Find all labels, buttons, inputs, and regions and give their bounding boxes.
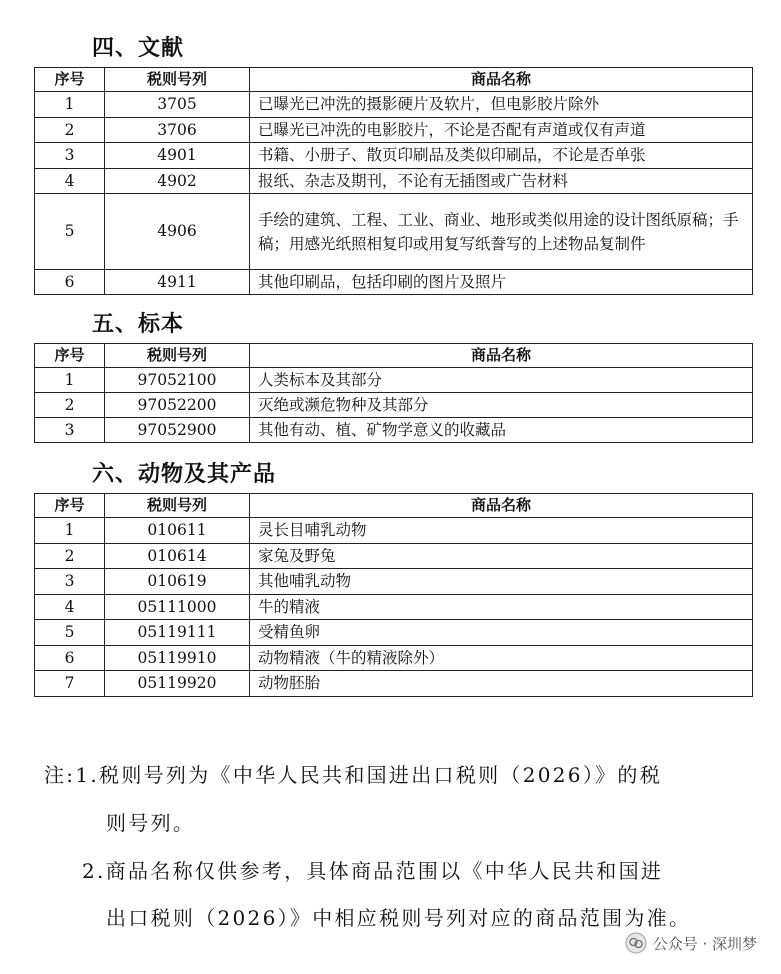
table-row <box>35 143 753 169</box>
table-row <box>35 646 753 671</box>
tariff-code-cell: 05119111 <box>105 620 250 646</box>
table-row <box>35 544 753 569</box>
table-header-row <box>35 344 753 368</box>
note-2-line-2: 出口税则（2026）》中相应税则号列对应的商品范围为准。 <box>106 906 692 930</box>
header-goods-name: 商品名称 <box>250 494 753 518</box>
header-goods-name: 商品名称 <box>250 68 753 92</box>
serial-no-cell: 5 <box>35 194 105 270</box>
serial-no-cell: 4 <box>35 169 105 194</box>
tariff-code-cell: 010614 <box>105 544 250 569</box>
note-2-line-1: 2.商品名称仅供参考，具体商品范围以《中华人民共和国进 <box>82 859 664 883</box>
specimens-table <box>34 343 753 443</box>
goods-name-cell: 家兔及野兔 <box>250 544 753 569</box>
watermark-text: 公众号 · 深圳梦 <box>652 934 757 953</box>
goods-name-cell: 手绘的建筑、工程、工业、商业、地形或类似用途的设计图纸原稿；手稿；用感光纸照相复印或用复写纸誊写的上述物品复制件 <box>250 194 753 270</box>
serial-no-cell: 2 <box>35 544 105 569</box>
serial-no-cell: 3 <box>35 143 105 169</box>
tariff-code-cell: 3705 <box>105 92 250 118</box>
serial-no-cell: 6 <box>35 270 105 295</box>
table-header-row <box>35 68 753 92</box>
serial-no-cell: 2 <box>35 118 105 143</box>
header-tariff-code: 税则号列 <box>105 344 250 368</box>
header-serial-no: 序号 <box>35 494 105 518</box>
table-row <box>35 368 753 393</box>
goods-name-cell: 已曝光已冲洗的电影胶片，不论是否配有声道或仅有声道 <box>250 118 753 143</box>
serial-no-cell: 6 <box>35 646 105 671</box>
serial-no-cell: 3 <box>35 418 105 443</box>
header-serial-no: 序号 <box>35 68 105 92</box>
table-row <box>35 595 753 620</box>
tariff-code-cell: 010611 <box>105 518 250 544</box>
goods-name-cell: 报纸、杂志及期刊，不论有无插图或广告材料 <box>250 169 753 194</box>
table-row <box>35 620 753 646</box>
animals-table <box>34 493 753 697</box>
table-row <box>35 194 753 270</box>
tariff-code-cell: 4911 <box>105 270 250 295</box>
tariff-code-cell: 05119910 <box>105 646 250 671</box>
tariff-code-cell: 4906 <box>105 194 250 270</box>
tariff-code-cell: 97052900 <box>105 418 250 443</box>
literature-table <box>34 67 753 295</box>
serial-no-cell: 1 <box>35 518 105 544</box>
goods-name-cell: 受精鱼卵 <box>250 620 753 646</box>
table-row <box>35 569 753 595</box>
serial-no-cell: 7 <box>35 671 105 697</box>
goods-name-cell: 动物胚胎 <box>250 671 753 697</box>
tariff-code-cell: 97052200 <box>105 393 250 418</box>
table-row <box>35 92 753 118</box>
note-1-line-2: 则号列。 <box>106 811 196 835</box>
goods-name-cell: 书籍、小册子、散页印刷品及类似印刷品，不论是否单张 <box>250 143 753 169</box>
table-row <box>35 118 753 143</box>
goods-name-cell: 其他有动、植、矿物学意义的收藏品 <box>250 418 753 443</box>
table-row <box>35 418 753 443</box>
goods-name-cell: 灭绝或濒危物种及其部分 <box>250 393 753 418</box>
serial-no-cell: 3 <box>35 569 105 595</box>
section-title-specimens: 五、标本 <box>92 312 185 337</box>
serial-no-cell: 1 <box>35 92 105 118</box>
table-row <box>35 169 753 194</box>
table-row <box>35 393 753 418</box>
tariff-code-cell: 4902 <box>105 169 250 194</box>
tariff-code-cell: 4901 <box>105 143 250 169</box>
table-row <box>35 270 753 295</box>
serial-no-cell: 4 <box>35 595 105 620</box>
tariff-code-cell: 05111000 <box>105 595 250 620</box>
header-tariff-code: 税则号列 <box>105 494 250 518</box>
wechat-official-account-icon <box>625 932 647 954</box>
table-row <box>35 671 753 697</box>
section-title-animals: 六、动物及其产品 <box>92 462 277 487</box>
serial-no-cell: 1 <box>35 368 105 393</box>
goods-name-cell: 其他印刷品，包括印刷的图片及照片 <box>250 270 753 295</box>
serial-no-cell: 5 <box>35 620 105 646</box>
tariff-code-cell: 010619 <box>105 569 250 595</box>
goods-name-cell: 人类标本及其部分 <box>250 368 753 393</box>
watermark <box>625 932 757 954</box>
table-row <box>35 518 753 544</box>
tariff-code-cell: 3706 <box>105 118 250 143</box>
header-goods-name: 商品名称 <box>250 344 753 368</box>
goods-name-cell: 其他哺乳动物 <box>250 569 753 595</box>
goods-name-cell: 动物精液（牛的精液除外） <box>250 646 753 671</box>
serial-no-cell: 2 <box>35 393 105 418</box>
goods-name-cell: 牛的精液 <box>250 595 753 620</box>
goods-name-cell: 灵长目哺乳动物 <box>250 518 753 544</box>
table-header-row <box>35 494 753 518</box>
tariff-code-cell: 97052100 <box>105 368 250 393</box>
header-tariff-code: 税则号列 <box>105 68 250 92</box>
goods-name-cell: 已曝光已冲洗的摄影硬片及软片，但电影胶片除外 <box>250 92 753 118</box>
tariff-code-cell: 05119920 <box>105 671 250 697</box>
header-serial-no: 序号 <box>35 344 105 368</box>
note-1-line-1: 注:1.税则号列为《中华人民共和国进出口税则（2026）》的税 <box>44 763 663 787</box>
section-title-literature: 四、文献 <box>92 36 185 61</box>
